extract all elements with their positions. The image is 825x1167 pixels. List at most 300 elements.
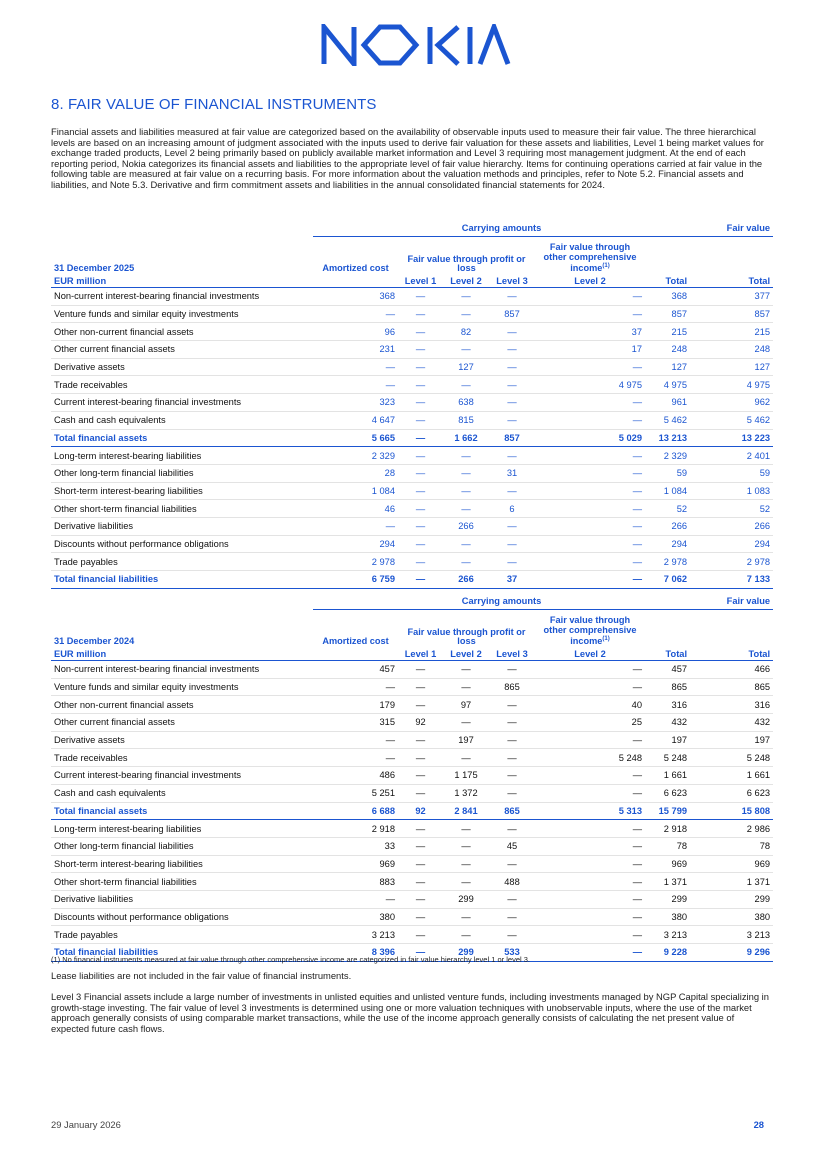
cell-value: 78: [690, 837, 773, 855]
cell-value: 2 841: [443, 802, 489, 820]
amortized-cost-header: Amortized cost: [322, 263, 389, 274]
table-row: [51, 517, 773, 535]
row-label: Total financial liabilities: [51, 571, 313, 589]
cell-value: —: [398, 341, 443, 359]
cell-value: —: [535, 571, 645, 589]
cell-value: 865: [489, 678, 535, 696]
cell-value: 82: [443, 323, 489, 341]
cell-value: —: [535, 553, 645, 571]
cell-value: —: [535, 678, 645, 696]
table-row: [51, 482, 773, 500]
cell-value: 9 296: [690, 944, 773, 962]
cell-value: 1 661: [690, 767, 773, 785]
cell-value: 1 662: [443, 429, 489, 447]
cell-value: 7 062: [645, 571, 690, 589]
table-row: [51, 394, 773, 412]
cell-value: 5 462: [645, 411, 690, 429]
cell-value: 377: [690, 288, 773, 306]
cell-value: —: [489, 767, 535, 785]
section-title: 8. FAIR VALUE OF FINANCIAL INSTRUMENTS: [51, 96, 377, 113]
cell-value: —: [398, 394, 443, 412]
cell-value: —: [398, 358, 443, 376]
cell-value: 9 228: [645, 944, 690, 962]
cell-value: —: [535, 535, 645, 553]
cell-value: 857: [645, 305, 690, 323]
total-header: Total: [645, 274, 690, 288]
row-label: Other long-term financial liabilities: [51, 837, 313, 855]
cell-value: 6 623: [645, 784, 690, 802]
cell-value: 299: [443, 944, 489, 962]
cell-value: 17: [535, 341, 645, 359]
cell-value: —: [443, 926, 489, 944]
carrying-amounts-header: Carrying amounts: [313, 593, 690, 610]
row-label: Trade payables: [51, 553, 313, 571]
cell-value: —: [489, 288, 535, 306]
cell-value: 815: [443, 411, 489, 429]
cell-value: —: [398, 535, 443, 553]
level3-note: Level 3 Financial assets include a large number of investments in unlisted equities and unlisted venture funds, including investments managed by NGP Capital specializing in growth-stage investing. The fair value of level 3 investments is determined using one or more valuation techniques with unobservable inputs, where the use of the market approach generally consists of using comparable market transactions, while the use of the income approach generally consists of calculating the net present value of expected future cash flows.: [51, 991, 769, 1034]
oci-level2-header: Level 2: [535, 274, 645, 288]
cell-value: —: [398, 517, 443, 535]
cell-value: —: [398, 696, 443, 714]
table-row: [51, 890, 773, 908]
cell-value: 1 083: [690, 482, 773, 500]
cell-value: —: [398, 731, 443, 749]
cell-value: 28: [313, 464, 398, 482]
cell-value: 5 665: [313, 429, 398, 447]
cell-value: 37: [535, 323, 645, 341]
total-row: [51, 802, 773, 820]
cell-value: 315: [313, 714, 398, 732]
cell-value: —: [443, 661, 489, 679]
cell-value: —: [398, 678, 443, 696]
cell-value: 92: [398, 802, 443, 820]
row-label: Other non-current financial assets: [51, 323, 313, 341]
cell-value: 457: [645, 661, 690, 679]
cell-value: 3 213: [690, 926, 773, 944]
cell-value: 488: [489, 873, 535, 891]
cell-value: —: [535, 767, 645, 785]
cell-value: —: [398, 855, 443, 873]
cell-value: —: [398, 926, 443, 944]
level3-header: Level 3: [489, 647, 535, 661]
table-row: [51, 908, 773, 926]
fair-value-header: Fair value: [690, 220, 773, 237]
cell-value: —: [398, 784, 443, 802]
cell-value: 5 462: [690, 411, 773, 429]
cell-value: 299: [645, 890, 690, 908]
oci-level2-header: Level 2: [535, 647, 645, 661]
cell-value: —: [535, 944, 645, 962]
row-label: Total financial assets: [51, 429, 313, 447]
cell-value: —: [535, 358, 645, 376]
row-label: Current interest-bearing financial investments: [51, 394, 313, 412]
cell-value: —: [535, 926, 645, 944]
cell-value: 638: [443, 394, 489, 412]
cell-value: —: [313, 749, 398, 767]
cell-value: —: [489, 341, 535, 359]
level3-header: Level 3: [489, 274, 535, 288]
row-label: Cash and cash equivalents: [51, 784, 313, 802]
table-row: [51, 767, 773, 785]
cell-value: —: [489, 696, 535, 714]
cell-value: 380: [690, 908, 773, 926]
table-row: [51, 535, 773, 553]
table-row: [51, 731, 773, 749]
cell-value: —: [398, 482, 443, 500]
fv-total-header: Total: [690, 647, 773, 661]
cell-value: 5 313: [535, 802, 645, 820]
intro-paragraph: Financial assets and liabilities measured at fair value are categorized based on the availability of observable inputs used to measure their fair value. The three hierarchical levels are based on an increasing amount of judgment associated with the inputs used to derive fair valuation for these assets and liabilities, Level 1 being market values for exchange traded products, Level 2 being primarily based on publicly available market information and Level 3 requiring most management judgment. At the end of each reporting period, Nokia categorizes its financial assets and liabilities to the appropriate level of fair value hierarchy. Items for continuing operations carried at fair value in the following table are measured at fair value on a recurring basis. For more information about the valuation methods and principles, refer to Note 5.2. Financial assets and liabilities, and Note 5.3. Derivative and firm commitment assets and liabilities in the annual consolidated financial statements for 2024.: [51, 126, 764, 190]
cell-value: 78: [645, 837, 690, 855]
cell-value: —: [489, 890, 535, 908]
cell-value: 368: [313, 288, 398, 306]
cell-value: 248: [645, 341, 690, 359]
table-row: [51, 341, 773, 359]
table-row: [51, 447, 773, 465]
unit-label: EUR million: [51, 647, 313, 661]
cell-value: 299: [690, 890, 773, 908]
cell-value: —: [398, 661, 443, 679]
cell-value: —: [443, 464, 489, 482]
cell-value: —: [489, 714, 535, 732]
cell-value: 4 975: [535, 376, 645, 394]
cell-value: —: [535, 288, 645, 306]
cell-value: 127: [443, 358, 489, 376]
cell-value: 380: [313, 908, 398, 926]
cell-value: —: [489, 926, 535, 944]
level1-header: Level 1: [398, 274, 443, 288]
table-row: [51, 820, 773, 838]
cell-value: 865: [489, 802, 535, 820]
table-row: [51, 661, 773, 679]
cell-value: —: [313, 678, 398, 696]
cell-value: —: [443, 376, 489, 394]
table-row: [51, 288, 773, 306]
fv-total-header: Total: [690, 274, 773, 288]
table-row: [51, 926, 773, 944]
cell-value: 969: [313, 855, 398, 873]
row-label: Derivative liabilities: [51, 890, 313, 908]
cell-value: 1 084: [645, 482, 690, 500]
cell-value: —: [398, 571, 443, 589]
cell-value: —: [489, 447, 535, 465]
row-label: Trade receivables: [51, 749, 313, 767]
cell-value: —: [489, 855, 535, 873]
cell-value: —: [398, 447, 443, 465]
cell-value: —: [535, 394, 645, 412]
cell-value: —: [443, 305, 489, 323]
cell-value: 3 213: [313, 926, 398, 944]
cell-value: 266: [443, 571, 489, 589]
cell-value: 865: [690, 678, 773, 696]
cell-value: —: [489, 908, 535, 926]
cell-value: 4 975: [645, 376, 690, 394]
cell-value: 13 213: [645, 429, 690, 447]
cell-value: —: [313, 731, 398, 749]
cell-value: —: [398, 464, 443, 482]
cell-value: —: [535, 890, 645, 908]
table-row: [51, 305, 773, 323]
cell-value: —: [398, 429, 443, 447]
table-row: [51, 376, 773, 394]
cell-value: —: [398, 820, 443, 838]
table-date-label: 31 December 2024: [54, 636, 135, 647]
cell-value: —: [398, 411, 443, 429]
cell-value: —: [398, 944, 443, 962]
cell-value: —: [443, 553, 489, 571]
cell-value: 2 978: [313, 553, 398, 571]
cell-value: 432: [645, 714, 690, 732]
cell-value: 2 978: [690, 553, 773, 571]
cell-value: 3 213: [645, 926, 690, 944]
cell-value: —: [535, 908, 645, 926]
cell-value: —: [398, 376, 443, 394]
cell-value: 857: [690, 305, 773, 323]
table-date-label: 31 December 2025: [54, 263, 135, 274]
cell-value: 127: [645, 358, 690, 376]
cell-value: 231: [313, 341, 398, 359]
cell-value: —: [398, 553, 443, 571]
cell-value: —: [535, 661, 645, 679]
cell-value: —: [443, 500, 489, 518]
cell-value: —: [443, 714, 489, 732]
footnote: (1) No financial instruments measured at fair value through other comprehensive income are categorized in fair value hierarchy level 1 or level 3.: [51, 955, 530, 964]
cell-value: —: [443, 855, 489, 873]
cell-value: 5 248: [690, 749, 773, 767]
cell-value: 368: [645, 288, 690, 306]
cell-value: 59: [690, 464, 773, 482]
cell-value: —: [313, 890, 398, 908]
cell-value: —: [489, 820, 535, 838]
row-label: Current interest-bearing financial investments: [51, 767, 313, 785]
cell-value: —: [313, 376, 398, 394]
cell-value: —: [443, 820, 489, 838]
row-label: Non-current interest-bearing financial investments: [51, 661, 313, 679]
table-row: [51, 323, 773, 341]
cell-value: —: [489, 784, 535, 802]
cell-value: 6 623: [690, 784, 773, 802]
cell-value: 179: [313, 696, 398, 714]
row-label: Derivative assets: [51, 358, 313, 376]
row-label: Other short-term financial liabilities: [51, 873, 313, 891]
cell-value: —: [489, 553, 535, 571]
row-label: Long-term interest-bearing liabilities: [51, 820, 313, 838]
cell-value: —: [313, 305, 398, 323]
cell-value: —: [535, 464, 645, 482]
cell-value: —: [489, 731, 535, 749]
footer-date: 29 January 2026: [51, 1119, 121, 1130]
cell-value: 432: [690, 714, 773, 732]
cell-value: 37: [489, 571, 535, 589]
cell-value: 266: [690, 517, 773, 535]
cell-value: 92: [398, 714, 443, 732]
cell-value: 197: [443, 731, 489, 749]
fair-value-table-2024: [51, 593, 773, 962]
cell-value: —: [443, 873, 489, 891]
cell-value: 857: [489, 429, 535, 447]
row-label: Short-term interest-bearing liabilities: [51, 482, 313, 500]
cell-value: 294: [313, 535, 398, 553]
row-label: Other current financial assets: [51, 341, 313, 359]
cell-value: —: [313, 517, 398, 535]
cell-value: —: [535, 873, 645, 891]
row-label: Total financial assets: [51, 802, 313, 820]
cell-value: 1 175: [443, 767, 489, 785]
table-row: [51, 873, 773, 891]
table-row: [51, 500, 773, 518]
cell-value: —: [398, 305, 443, 323]
cell-value: —: [535, 855, 645, 873]
cell-value: —: [313, 358, 398, 376]
cell-value: —: [535, 784, 645, 802]
cell-value: 323: [313, 394, 398, 412]
cell-value: 969: [690, 855, 773, 873]
cell-value: —: [535, 820, 645, 838]
cell-value: 457: [313, 661, 398, 679]
table-row: [51, 678, 773, 696]
row-label: Derivative liabilities: [51, 517, 313, 535]
level2-header: Level 2: [443, 647, 489, 661]
level1-header: Level 1: [398, 647, 443, 661]
cell-value: 33: [313, 837, 398, 855]
row-label: Short-term interest-bearing liabilities: [51, 855, 313, 873]
total-row: [51, 429, 773, 447]
cell-value: 962: [690, 394, 773, 412]
cell-value: —: [535, 500, 645, 518]
cell-value: 2 329: [645, 447, 690, 465]
cell-value: —: [443, 908, 489, 926]
cell-value: 266: [443, 517, 489, 535]
row-label: Venture funds and similar equity investments: [51, 305, 313, 323]
level2-header: Level 2: [443, 274, 489, 288]
row-label: Derivative assets: [51, 731, 313, 749]
unit-label: EUR million: [51, 274, 313, 288]
cell-value: 215: [645, 323, 690, 341]
table-row: [51, 837, 773, 855]
cell-value: 533: [489, 944, 535, 962]
cell-value: 45: [489, 837, 535, 855]
cell-value: —: [535, 731, 645, 749]
row-label: Venture funds and similar equity investments: [51, 678, 313, 696]
cell-value: 1 084: [313, 482, 398, 500]
row-label: Non-current interest-bearing financial investments: [51, 288, 313, 306]
cell-value: 2 978: [645, 553, 690, 571]
cell-value: 1 371: [690, 873, 773, 891]
cell-value: —: [535, 447, 645, 465]
row-label: Long-term interest-bearing liabilities: [51, 447, 313, 465]
cell-value: 5 029: [535, 429, 645, 447]
row-label: Other current financial assets: [51, 714, 313, 732]
cell-value: 15 799: [645, 802, 690, 820]
cell-value: 31: [489, 464, 535, 482]
table-row: [51, 358, 773, 376]
row-label: Total financial liabilities: [51, 944, 313, 962]
cell-value: 197: [690, 731, 773, 749]
cell-value: 52: [645, 500, 690, 518]
cell-value: —: [489, 394, 535, 412]
cell-value: 294: [645, 535, 690, 553]
cell-value: —: [443, 535, 489, 553]
total-row: [51, 571, 773, 589]
fair-value-header: Fair value: [690, 593, 773, 610]
cell-value: 6 688: [313, 802, 398, 820]
cell-value: —: [443, 749, 489, 767]
cell-value: 466: [690, 661, 773, 679]
cell-value: 40: [535, 696, 645, 714]
cell-value: —: [489, 517, 535, 535]
table-row: [51, 714, 773, 732]
cell-value: —: [535, 837, 645, 855]
cell-value: 8 396: [313, 944, 398, 962]
cell-value: 5 248: [645, 749, 690, 767]
cell-value: 13 223: [690, 429, 773, 447]
cell-value: 2 986: [690, 820, 773, 838]
cell-value: —: [443, 837, 489, 855]
cell-value: 2 918: [645, 820, 690, 838]
cell-value: 5 248: [535, 749, 645, 767]
row-label: Other long-term financial liabilities: [51, 464, 313, 482]
cell-value: —: [443, 678, 489, 696]
cell-value: 380: [645, 908, 690, 926]
table-row: [51, 464, 773, 482]
row-label: Other non-current financial assets: [51, 696, 313, 714]
table-row: [51, 784, 773, 802]
cell-value: —: [398, 288, 443, 306]
cell-value: 294: [690, 535, 773, 553]
cell-value: 316: [645, 696, 690, 714]
amortized-cost-header: Amortized cost: [322, 636, 389, 647]
carrying-amounts-header: Carrying amounts: [313, 220, 690, 237]
cell-value: 1 661: [645, 767, 690, 785]
row-label: Discounts without performance obligations: [51, 535, 313, 553]
row-label: Trade payables: [51, 926, 313, 944]
cell-value: 266: [645, 517, 690, 535]
cell-value: 7 133: [690, 571, 773, 589]
cell-value: —: [398, 837, 443, 855]
row-label: Other short-term financial liabilities: [51, 500, 313, 518]
cell-value: —: [398, 873, 443, 891]
cell-value: —: [443, 447, 489, 465]
cell-value: 4 647: [313, 411, 398, 429]
row-label: Cash and cash equivalents: [51, 411, 313, 429]
cell-value: 486: [313, 767, 398, 785]
cell-value: —: [443, 341, 489, 359]
cell-value: 52: [690, 500, 773, 518]
cell-value: —: [535, 411, 645, 429]
cell-value: 6: [489, 500, 535, 518]
cell-value: —: [489, 482, 535, 500]
cell-value: 961: [645, 394, 690, 412]
cell-value: 15 808: [690, 802, 773, 820]
cell-value: —: [489, 411, 535, 429]
fvtpl-header: Fair value through profit or loss: [407, 253, 526, 274]
cell-value: 969: [645, 855, 690, 873]
fair-value-table-2025: [51, 220, 773, 589]
table-row: [51, 553, 773, 571]
total-header: Total: [645, 647, 690, 661]
cell-value: —: [443, 482, 489, 500]
table-row: [51, 411, 773, 429]
cell-value: 25: [535, 714, 645, 732]
cell-value: 2 401: [690, 447, 773, 465]
table-row: [51, 749, 773, 767]
cell-value: 4 975: [690, 376, 773, 394]
row-label: Trade receivables: [51, 376, 313, 394]
cell-value: —: [398, 908, 443, 926]
cell-value: 215: [690, 323, 773, 341]
row-label: Discounts without performance obligations: [51, 908, 313, 926]
